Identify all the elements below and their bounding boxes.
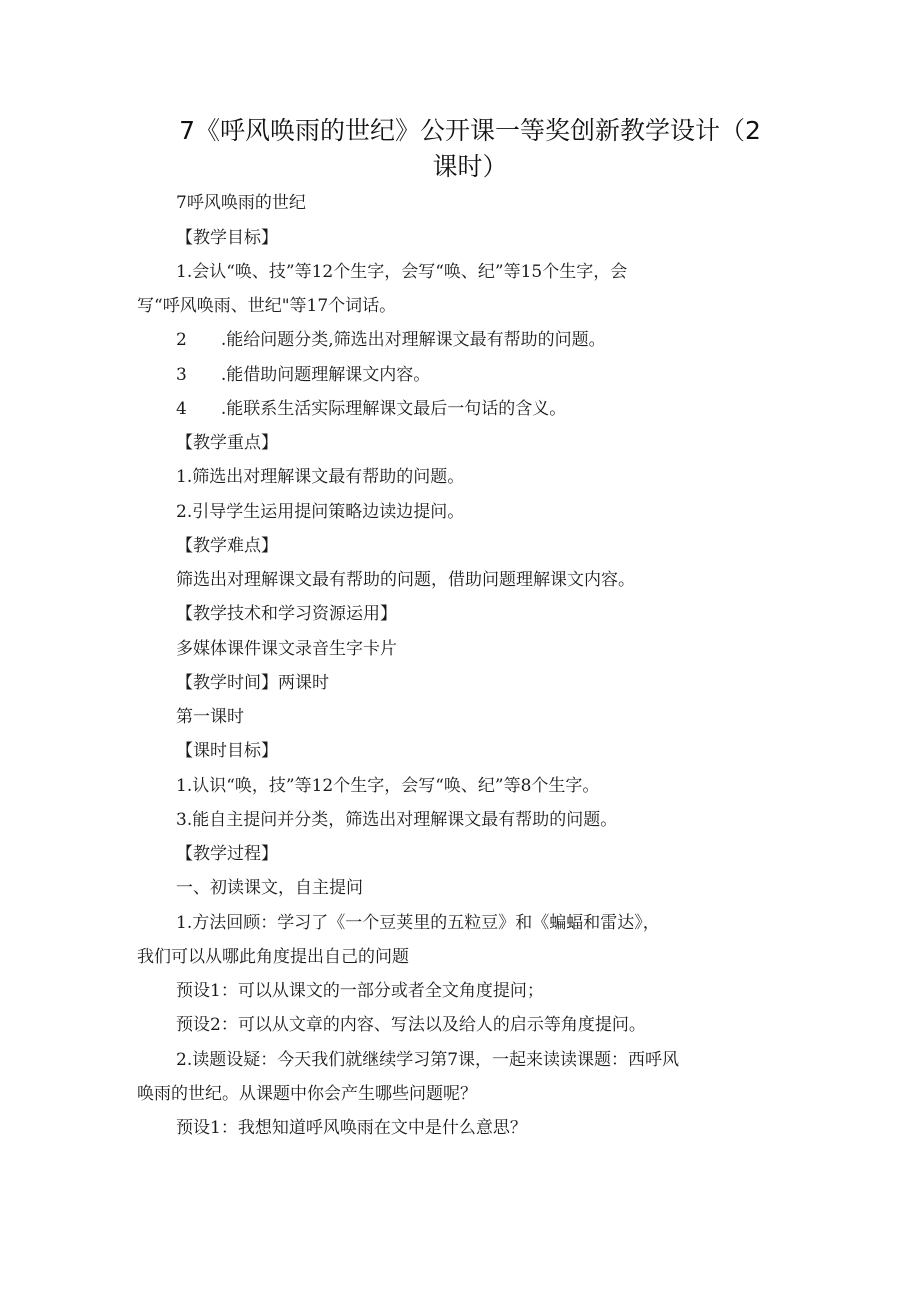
section-1-heading: 一、初读课文，自主提问: [176, 878, 363, 898]
lesson-goal-1: 1.认识“唤，技”等12个生字，会写“唤、纪”等8个生字。: [176, 776, 600, 796]
key-point-2: 2.引导学生运用提问策略边读边提问。: [176, 502, 465, 522]
difficulty-text: 筛选出对理解课文最有帮助的问题，借助问题理解课文内容。: [176, 570, 635, 590]
step-1-line-2: 我们可以从哪此角度提出自己的问题: [137, 947, 409, 967]
step-1-line-1: 1.方法回顾：学习了《一个豆荚里的五粒豆》和《蝙蝠和雷达》，: [176, 913, 660, 933]
lesson-goals-heading: 【课时目标】: [176, 741, 278, 761]
goal-2: [176, 328, 606, 352]
step-2-line-1: 2.读题设疑：今天我们就继续学习第7课，一起来读读课题：西呼风: [176, 1050, 680, 1070]
process-heading: 【教学过程】: [176, 844, 278, 864]
lesson-goal-3: 3.能自主提问并分类，筛选出对理解课文最有帮助的问题。: [176, 810, 618, 830]
resources-text: 多媒体课件课文录音生字卡片: [176, 639, 397, 659]
goal-4-number: 4: [176, 399, 187, 419]
key-points-heading: 【教学重点】: [176, 433, 278, 453]
resources-heading: 【教学技术和学习资源运用】: [176, 604, 397, 624]
document-title-line2: 课时）: [432, 152, 508, 181]
document-title-line1: 7《呼风唤雨的世纪》公开课一等奖创新教学设计（2: [179, 116, 761, 145]
preset-2: 预设2：可以从文章的内容、写法以及给人的启示等角度提问。: [176, 1015, 646, 1035]
goals-heading: 【教学目标】: [176, 228, 278, 248]
goal-2-text: .能给问题分类,筛选出对理解课文最有帮助的问题。: [220, 330, 606, 350]
key-point-1: 1.筛选出对理解课文最有帮助的问题。: [176, 467, 465, 487]
goal-4: [176, 397, 566, 421]
difficulty-heading: 【教学难点】: [176, 536, 278, 556]
goal-3: [176, 363, 430, 387]
preset-3: 预设1：我想知道呼风唤雨在文中是什么意思？: [176, 1118, 527, 1138]
goal-3-number: 3: [176, 365, 187, 385]
goal-2-number: 2: [176, 330, 187, 350]
preset-1: 预设1：可以从课文的一部分或者全文角度提问；: [176, 981, 544, 1001]
lesson-subtitle: 7呼风唤雨的世纪: [176, 193, 306, 213]
lesson-1-heading: 第一课时: [176, 707, 244, 727]
goal-4-text: .能联系生活实际理解课文最后一句话的含义。: [220, 399, 567, 419]
teaching-time: 【教学时间】两课时: [176, 673, 329, 693]
goal-1-line-1: 1.会认“唤、技”等12个生字，会写“唤、纪”等15个生字，会: [176, 262, 628, 282]
goal-3-text: .能借助问题理解课文内容。: [220, 365, 431, 385]
goal-1-line-2: 写“呼风唤雨、世纪"等17个词话。: [137, 296, 397, 316]
step-2-line-2: 唤雨的世纪。从课题中你会产生哪些问题呢？: [137, 1084, 477, 1104]
